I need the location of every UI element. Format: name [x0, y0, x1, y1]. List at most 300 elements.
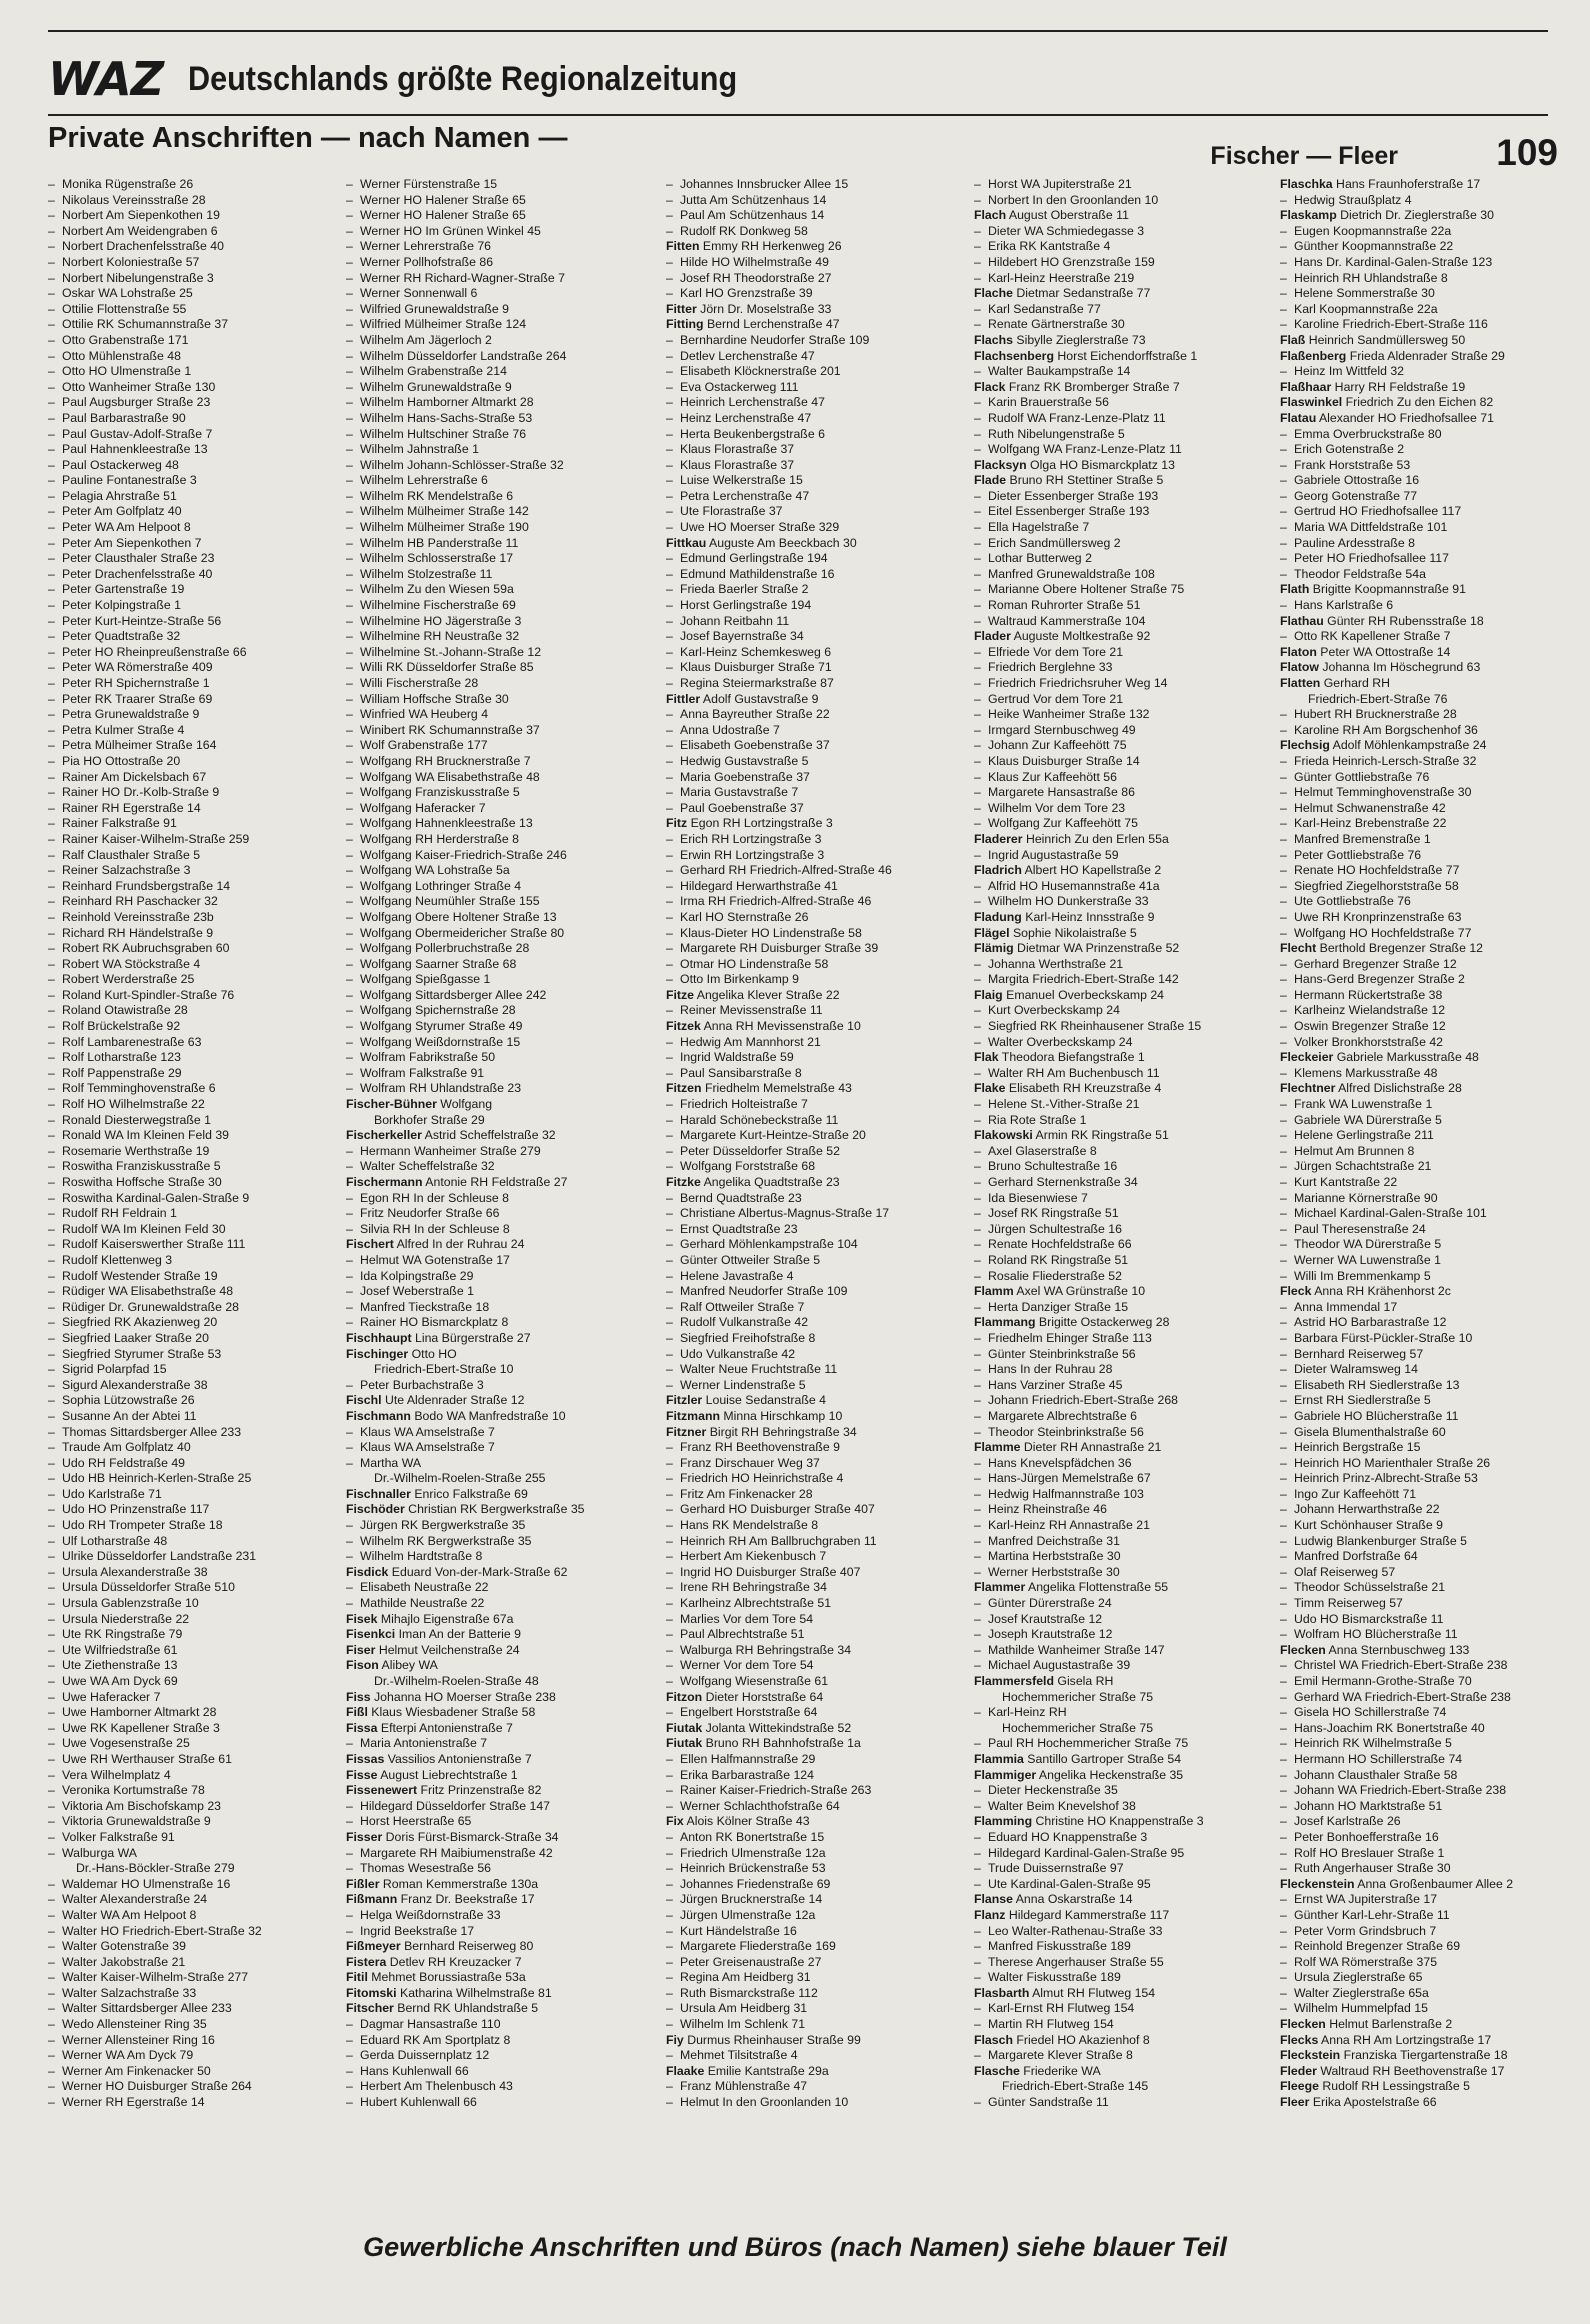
directory-entry — [1280, 910, 1558, 926]
entry-text: Walter Beim Knevelshof 38 — [988, 1798, 1136, 1813]
dash-marker: – — [1280, 1128, 1287, 1143]
directory-entry — [1280, 1799, 1558, 1815]
directory-entry — [1280, 1643, 1558, 1659]
dash-marker: – — [974, 566, 981, 581]
entry-text: Gerhard HO Duisburger Straße 407 — [680, 1502, 875, 1517]
directory-entry — [48, 286, 348, 302]
entry-text: Peter Düsseldorfer Straße 52 — [680, 1143, 840, 1158]
directory-entry — [974, 863, 1274, 879]
dash-marker: – — [666, 1798, 673, 1813]
dash-marker: – — [1280, 1892, 1287, 1907]
directory-entry — [1280, 395, 1558, 411]
surname: Fleckenstein — [1280, 1876, 1355, 1891]
directory-entry — [666, 770, 966, 786]
directory-entry — [974, 489, 1274, 505]
entry-text: Heinrich Lerchenstraße 47 — [680, 395, 825, 410]
entry-text: Renate Hochfeldstraße 66 — [988, 1237, 1132, 1252]
dash-marker: – — [666, 1190, 673, 1205]
dash-marker: – — [346, 364, 353, 379]
directory-entry — [346, 302, 646, 318]
entry-details: Gerhard RH — [1320, 676, 1391, 690]
directory-entry — [974, 1175, 1274, 1191]
directory-entry — [974, 317, 1274, 333]
entry-text: Walter Scheffelstraße 32 — [360, 1159, 495, 1174]
entry-text: Walter HO Friedrich-Ebert-Straße 32 — [62, 1923, 262, 1938]
directory-entry — [1280, 1627, 1558, 1643]
entry-text: Maria WA Dittfeldstraße 101 — [1294, 520, 1448, 535]
dash-marker: – — [666, 473, 673, 488]
dash-marker: – — [48, 1814, 55, 1829]
entry-text: Walburga WA — [62, 1845, 137, 1860]
entry-details: Ute Aldenrader Straße 12 — [381, 1393, 525, 1408]
surname: Fischmann — [346, 1408, 411, 1423]
dash-marker: – — [666, 1315, 673, 1330]
entry-text: Barbara Fürst-Pückler-Straße 10 — [1294, 1330, 1473, 1345]
entry-details: Frieda Aldenrader Straße 29 — [1346, 348, 1505, 363]
directory-entry — [48, 1393, 348, 1409]
directory-entry — [346, 1627, 646, 1643]
directory-entry: Dr.-Wilhelm-Roelen-Straße 48 — [374, 1674, 539, 1688]
entry-text: Wolfgang Spichernstraße 28 — [360, 1003, 516, 1018]
directory-entry — [48, 208, 348, 224]
entry-text: Rolf WA Römerstraße 375 — [1294, 1954, 1438, 1969]
entry-text: Udo HB Heinrich-Kerlen-Straße 25 — [62, 1471, 252, 1486]
entry-text: Christiane Albertus-Magnus-Straße 17 — [680, 1206, 890, 1221]
entry-text: Hans RK Mendelstraße 8 — [680, 1518, 819, 1533]
entry-text: Wolfram HO Blücherstraße 11 — [1294, 1627, 1458, 1642]
directory-entry — [666, 707, 966, 723]
header-rule — [48, 114, 1548, 116]
entry-details: Dietrich Dr. Zieglerstraße 30 — [1336, 208, 1494, 223]
dash-marker: – — [346, 1206, 353, 1221]
entry-text: Gisela Blumenthalstraße 60 — [1294, 1424, 1446, 1439]
entry-text: Eugen Koopmannstraße 22a — [1294, 223, 1452, 238]
entry-text: Irene RH Behringstraße 34 — [680, 1580, 827, 1595]
entry-text: Josef RH Theodorstraße 27 — [680, 270, 832, 285]
entry-text: Sophia Lützowstraße 26 — [62, 1393, 195, 1408]
dash-marker: – — [974, 1393, 981, 1408]
dash-marker: – — [48, 785, 55, 800]
dash-marker: – — [974, 192, 981, 207]
directory-entry — [974, 255, 1274, 271]
entry-text: Rolf HO Breslauer Straße 1 — [1294, 1845, 1445, 1860]
dash-marker: – — [974, 1627, 981, 1642]
surname: Fladrich — [974, 863, 1022, 878]
entry-text: Peter HO Friedhofsallee 117 — [1294, 551, 1449, 566]
entry-details: Iman An der Batterie 9 — [395, 1627, 521, 1642]
entry-text: Karl-Ernst RH Flutweg 154 — [988, 2001, 1135, 2016]
entry-text: Karin Brauerstraße 56 — [988, 395, 1109, 410]
dash-marker: – — [346, 1549, 353, 1564]
entry-text: Paul Barbarastraße 90 — [62, 410, 186, 425]
directory-entry — [48, 1705, 348, 1721]
directory-entry — [666, 1643, 966, 1659]
entry-text: Paul Am Schützenhaus 14 — [680, 208, 825, 223]
entry-details: Bruno RH Stettiner Straße 5 — [1006, 473, 1164, 488]
entry-text: Karlheinz Wielandstraße 12 — [1294, 1003, 1446, 1018]
directory-entry — [346, 972, 646, 988]
entry-text: Martina Herbststraße 30 — [988, 1549, 1121, 1564]
entry-details: Anna RH Mevissenstraße 10 — [700, 1019, 861, 1034]
entry-text: Friedrich Holteistraße 7 — [680, 1097, 808, 1112]
entry-details: Alois Kölner Straße 43 — [683, 1814, 810, 1829]
entry-details: Auguste Moltkestraße 92 — [1010, 629, 1151, 644]
entry-text: Ernst Quadtstraße 23 — [680, 1221, 798, 1236]
entry-text: Gerhard RH Friedrich-Alfred-Straße 46 — [680, 863, 892, 878]
directory-entry — [974, 1191, 1274, 1207]
entry-details: Santillo Gartroper Straße 54 — [1023, 1751, 1182, 1766]
surname: Flamme — [974, 1440, 1021, 1455]
entry-text: Rudolf WA Im Kleinen Feld 30 — [62, 1221, 226, 1236]
dash-marker: – — [1280, 1034, 1287, 1049]
directory-entry — [346, 395, 646, 411]
dash-marker: – — [974, 1065, 981, 1080]
surname: Flechtner — [1280, 1081, 1336, 1096]
directory-entry — [974, 1705, 1274, 1721]
dash-marker: – — [666, 1627, 673, 1642]
directory-entry — [48, 1456, 348, 1472]
dash-marker: – — [666, 1923, 673, 1938]
entry-text: Waldemar HO Ulmenstraße 16 — [62, 1876, 231, 1891]
directory-entry — [974, 1081, 1274, 1097]
directory-entry — [48, 1175, 348, 1191]
directory-entry — [666, 1050, 966, 1066]
entry-text: Erika Barbarastraße 124 — [680, 1767, 814, 1782]
dash-marker: – — [974, 1112, 981, 1127]
entry-text: Frieda Baerler Straße 2 — [680, 582, 809, 597]
entry-text: Margarete Kurt-Heintze-Straße 20 — [680, 1128, 866, 1143]
surname: Flecht — [1280, 941, 1317, 956]
dash-marker: – — [666, 738, 673, 753]
dash-marker: – — [666, 379, 673, 394]
surname: Flachsenberg — [974, 348, 1054, 363]
entry-text: Klaus Duisburger Straße 14 — [988, 753, 1140, 768]
directory-entry — [48, 255, 348, 271]
dash-marker: – — [666, 941, 673, 956]
directory-entry — [1280, 427, 1558, 443]
directory-entry — [974, 1549, 1274, 1565]
entry-text: Johannes Friedenstraße 69 — [680, 1876, 831, 1891]
dash-marker: – — [974, 1923, 981, 1938]
entry-text: Rainer Kaiser-Wilhelm-Straße 259 — [62, 831, 250, 846]
entry-text: Walter WA Am Helpoot 8 — [62, 1907, 197, 1922]
dash-marker: – — [666, 410, 673, 425]
dash-marker: – — [666, 192, 673, 207]
entry-text: Helmut In den Groonlanden 10 — [680, 2095, 849, 2110]
entry-text: Otmar HO Lindenstraße 58 — [680, 956, 829, 971]
directory-entry — [48, 1144, 348, 1160]
dash-marker: – — [48, 1268, 55, 1283]
surname: Flathau — [1280, 613, 1324, 628]
directory-entry — [974, 754, 1274, 770]
directory-entry — [666, 988, 966, 1004]
entry-text: Herbert Am Thelenbusch 43 — [360, 2079, 513, 2094]
dash-marker: – — [666, 1003, 673, 1018]
directory-entry — [48, 567, 348, 583]
dash-marker: – — [1280, 239, 1287, 254]
dash-marker: – — [666, 208, 673, 223]
entry-text: Hedwig Halfmannstraße 103 — [988, 1486, 1144, 1501]
entry-details: Franz Dr. Beekstraße 17 — [397, 1892, 535, 1907]
dash-marker: – — [666, 1783, 673, 1798]
dash-marker: – — [48, 317, 55, 332]
surname: Flach — [974, 208, 1007, 223]
entry-text: Silvia RH In der Schleuse 8 — [360, 1221, 510, 1236]
directory-entry — [666, 551, 966, 567]
dash-marker: – — [1280, 1408, 1287, 1423]
directory-entry — [346, 1019, 646, 1035]
dash-marker: – — [48, 223, 55, 238]
directory-entry — [346, 504, 646, 520]
directory-entry — [974, 1534, 1274, 1550]
entry-text: Erich Gotenstraße 2 — [1294, 442, 1405, 457]
entry-text: Wilhelm RK Mendelstraße 6 — [360, 488, 514, 503]
entry-text: Hubert Kuhlenwall 66 — [360, 2095, 477, 2110]
dash-marker: – — [666, 457, 673, 472]
directory-entry — [346, 489, 646, 505]
dash-marker: – — [1280, 1175, 1287, 1189]
entry-details: Heinrich Zu den Erlen 55a — [1022, 831, 1169, 846]
directory-entry — [666, 193, 966, 209]
dash-marker: – — [346, 2063, 353, 2078]
dash-marker: – — [1280, 1627, 1287, 1642]
dash-marker: – — [48, 660, 55, 675]
directory-entry — [1280, 1814, 1558, 1830]
entry-details: Alfred Dislichstraße 28 — [1335, 1081, 1462, 1096]
dash-marker: – — [1280, 1564, 1287, 1579]
directory-entry — [346, 785, 646, 801]
entry-text: Timm Reiserweg 57 — [1294, 1596, 1403, 1611]
entry-text: Wolfram Falkstraße 91 — [360, 1065, 485, 1080]
dash-marker: – — [666, 785, 673, 800]
directory-entry — [1280, 1612, 1558, 1628]
dash-marker: – — [346, 1299, 353, 1314]
dash-marker: – — [1280, 1580, 1287, 1595]
directory-entry — [346, 1752, 646, 1768]
entry-text: Petra Grunewaldstraße 9 — [62, 707, 200, 722]
dash-marker: – — [48, 831, 55, 846]
surname: Flaß — [1280, 332, 1306, 347]
entry-text: Karoline Friedrich-Ebert-Straße 116 — [1294, 317, 1488, 332]
entry-text: Walter Gotenstraße 39 — [62, 1939, 186, 1954]
entry-text: Gertrud Vor dem Tore 21 — [988, 691, 1124, 706]
entry-text: Petra Kulmer Straße 4 — [62, 722, 185, 737]
column-3 — [666, 177, 966, 2197]
entry-details: Anna Großenbaumer Allee 2 — [1354, 1876, 1514, 1891]
dash-marker: – — [346, 1377, 353, 1392]
entry-details: Bodo WA Manfredstraße 10 — [410, 1408, 566, 1423]
surname: Flaßenberg — [1280, 348, 1347, 363]
entry-details: Elisabeth RH Kreuzstraße 4 — [1005, 1081, 1162, 1096]
entry-text: Peter Gottliebstraße 76 — [1294, 847, 1422, 862]
directory-entry — [666, 1799, 966, 1815]
directory-entry — [974, 614, 1274, 630]
directory-entry — [666, 1877, 966, 1893]
directory-entry — [666, 1690, 966, 1706]
directory-entry — [974, 2048, 1274, 2064]
dash-marker: – — [666, 223, 673, 238]
surname: Flakowski — [974, 1128, 1033, 1143]
entry-text: Elfriede Vor dem Tore 21 — [988, 644, 1124, 659]
directory-entry — [1280, 224, 1558, 240]
surname: Flamming — [974, 1814, 1033, 1829]
directory-entry — [666, 1970, 966, 1986]
directory-entry — [48, 723, 348, 739]
dash-marker: – — [48, 1252, 55, 1267]
directory-entry — [1280, 1456, 1558, 1472]
dash-marker: – — [666, 1455, 673, 1470]
surname: Flasbarth — [974, 1985, 1030, 2000]
dash-marker: – — [666, 286, 673, 301]
dash-marker: – — [346, 254, 353, 269]
dash-marker: – — [666, 956, 673, 971]
directory-entry — [974, 286, 1274, 302]
dash-marker: – — [346, 410, 353, 425]
entry-text: Olaf Reiserweg 57 — [1294, 1564, 1396, 1579]
surname: Flatau — [1280, 410, 1317, 425]
entry-text: Otto HO Ulmenstraße 1 — [62, 364, 192, 379]
entry-text: Wolfgang Kaiser-Friedrich-Straße 246 — [360, 847, 567, 862]
directory-entry — [48, 473, 348, 489]
entry-text: Elisabeth Klöcknerstraße 201 — [680, 364, 841, 379]
directory-entry — [666, 614, 966, 630]
directory-entry — [974, 473, 1274, 489]
directory-entry — [666, 1066, 966, 1082]
entry-text: Eduard RK Am Sportplatz 8 — [360, 2032, 511, 2047]
entry-text: Ronald Diesterwegstraße 1 — [62, 1112, 211, 1127]
directory-entry — [346, 1986, 646, 2002]
entry-text: Peter Kolpingstraße 1 — [62, 598, 181, 613]
entry-text: Bernd Quadtstraße 23 — [680, 1190, 802, 1205]
entry-text: Wolfgang Sittardsberger Allee 242 — [360, 987, 547, 1002]
dash-marker: – — [48, 722, 55, 737]
directory-columns — [48, 177, 1558, 2197]
directory-entry — [48, 1752, 348, 1768]
entry-text: Uwe Haferacker 7 — [62, 1689, 161, 1704]
column-1 — [48, 177, 348, 2197]
directory-entry — [48, 957, 348, 973]
entry-details: Bernhard Reiserweg 80 — [400, 1939, 534, 1954]
surname: Flecks — [1280, 2032, 1319, 2047]
entry-text: Oswin Bregenzer Straße 12 — [1294, 1019, 1446, 1034]
directory-entry — [666, 1939, 966, 1955]
entry-details: Bruno RH Bahnhofstraße 1a — [702, 1736, 861, 1751]
directory-entry — [1280, 255, 1558, 271]
entry-details: Efterpi Antonienstraße 7 — [377, 1720, 513, 1735]
entry-text: Wolfgang Pollerbruchstraße 28 — [360, 941, 530, 956]
entry-text: Heinrich RH Uhlandstraße 8 — [1294, 270, 1448, 285]
dash-marker: – — [1280, 535, 1287, 550]
dash-marker: – — [1280, 1829, 1287, 1844]
directory-entry — [48, 1565, 348, 1581]
directory-entry — [346, 1939, 646, 1955]
dash-marker: – — [1280, 504, 1287, 519]
directory-entry — [48, 598, 348, 614]
entry-text: Günther Koopmannstraße 22 — [1294, 239, 1454, 254]
entry-text: Hubert RH Brucknerstraße 28 — [1294, 707, 1457, 722]
dash-marker: – — [666, 1377, 673, 1392]
entry-text: Wolfgang Franziskusstraße 5 — [360, 785, 520, 800]
entry-details: Armin RK Ringstraße 51 — [1032, 1128, 1169, 1143]
directory-entry — [48, 1269, 348, 1285]
dash-marker: – — [346, 208, 353, 223]
entry-text: Rolf Lotharstraße 123 — [62, 1050, 181, 1065]
directory-entry — [666, 1237, 966, 1253]
entry-text: Gabriele WA Dürerstraße 5 — [1294, 1112, 1442, 1127]
directory-entry — [48, 1627, 348, 1643]
dash-marker: – — [1280, 1346, 1287, 1361]
dash-marker: – — [48, 254, 55, 269]
entry-text: Werner HO Im Grünen Winkel 45 — [360, 223, 541, 238]
entry-text: Susanne An der Abtei 11 — [62, 1408, 197, 1423]
directory-entry — [666, 395, 966, 411]
entry-text: Walter Kaiser-Wilhelm-Straße 277 — [62, 1970, 249, 1985]
directory-entry — [666, 427, 966, 443]
directory-entry — [1280, 1113, 1558, 1129]
entry-text: Manfred Tieckstraße 18 — [360, 1299, 490, 1314]
directory-entry — [1280, 926, 1558, 942]
directory-entry — [346, 1705, 646, 1721]
directory-entry — [1280, 504, 1558, 520]
directory-entry — [974, 1066, 1274, 1082]
entry-text: Manfred Fiskusstraße 189 — [988, 1939, 1131, 1954]
dash-marker: – — [666, 1471, 673, 1486]
directory-entry — [48, 349, 348, 365]
entry-text: Ella Hagelstraße 7 — [988, 520, 1090, 535]
surname: Fisek — [346, 1611, 378, 1626]
entry-text: Eva Ostackerweg 111 — [680, 379, 799, 394]
entry-text: Jürgen Ulmenstraße 12a — [680, 1907, 816, 1922]
dash-marker: – — [1280, 1299, 1287, 1314]
surname: Flanse — [974, 1892, 1013, 1907]
entry-text: Engelbert Horststraße 64 — [680, 1705, 818, 1720]
page-number: 109 — [1496, 132, 1558, 173]
dash-marker: – — [1280, 972, 1287, 987]
directory-entry — [1280, 1705, 1558, 1721]
entry-text: Ute Wilfriedstraße 61 — [62, 1642, 178, 1657]
entry-text: Franz Mühlenstraße 47 — [680, 2079, 808, 2094]
surname: Flaig — [974, 987, 1003, 1002]
entry-text: Reiner Salzachstraße 3 — [62, 863, 191, 878]
dash-marker: – — [346, 223, 353, 238]
directory-entry — [48, 738, 348, 754]
dash-marker: – — [346, 348, 353, 363]
directory-entry — [974, 395, 1274, 411]
entry-text: Hermann Wanheimer Straße 279 — [360, 1143, 541, 1158]
dash-marker: – — [48, 863, 55, 878]
entry-text: Trude Duissernstraße 97 — [988, 1861, 1124, 1876]
entry-text: Dieter Walramsweg 14 — [1294, 1362, 1418, 1377]
entry-details: Vassilios Antonienstraße 7 — [384, 1751, 532, 1766]
entry-text: Gertrud HO Friedhofsallee 117 — [1294, 504, 1462, 519]
directory-entry — [666, 1565, 966, 1581]
entry-text: Heinz Lerchenstraße 47 — [680, 410, 812, 425]
entry-text: Peter Am Golfplatz 40 — [62, 504, 182, 519]
directory-entry — [1280, 1284, 1558, 1300]
directory-entry — [48, 224, 348, 240]
directory-entry — [666, 941, 966, 957]
dash-marker: – — [346, 878, 353, 893]
entry-text: Bernhardine Neudorfer Straße 109 — [680, 332, 870, 347]
entry-details: Alibey WA — [378, 1658, 438, 1673]
dash-marker: – — [346, 800, 353, 815]
directory-entry — [974, 442, 1274, 458]
entry-text: Uwe RK Kapellener Straße 3 — [62, 1720, 220, 1735]
entry-text: Ute Kardinal-Galen-Straße 95 — [988, 1876, 1151, 1891]
directory-entry — [346, 551, 646, 567]
directory-entry — [666, 1425, 966, 1441]
directory-entry — [666, 1846, 966, 1862]
